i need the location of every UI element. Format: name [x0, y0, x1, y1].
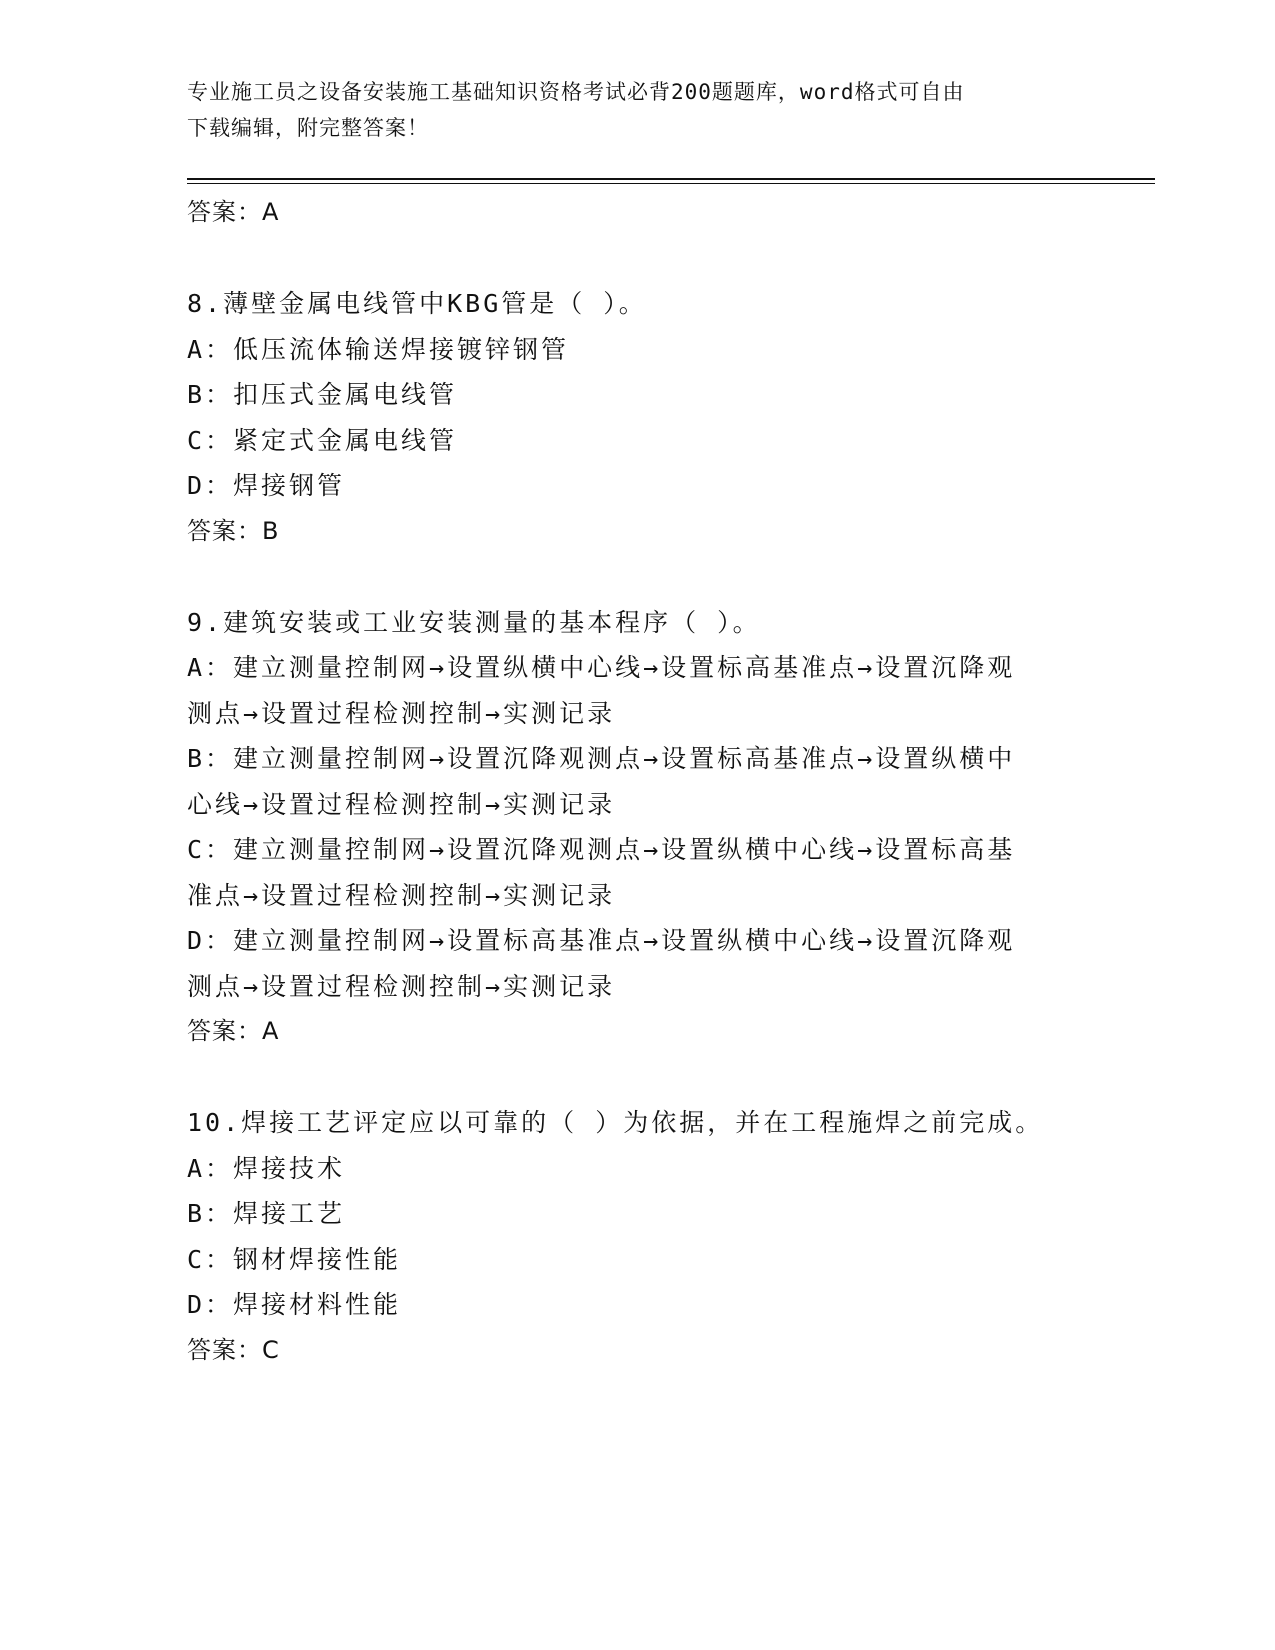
answer-line: 答案：A: [187, 198, 280, 226]
header-divider-thick: [187, 178, 1155, 180]
option-a-line-1: A：建立测量控制网→设置纵横中心线→设置标高基准点→设置沉降观: [187, 653, 1016, 682]
option-c: [187, 827, 1087, 918]
question-9: [187, 600, 1087, 1055]
option-a-line-2: 测点→设置过程检测控制→实测记录: [187, 698, 616, 728]
option-b: [187, 736, 1087, 827]
option-d: D：焊接材料性能: [187, 1290, 402, 1319]
option-d: [187, 918, 1087, 1009]
option-a: A：焊接技术: [187, 1153, 346, 1183]
document-header: [187, 74, 1067, 146]
question-stem: 10.焊接工艺评定应以可靠的（ ）为依据，并在工程施焊之前完成。: [187, 1108, 1044, 1137]
option-c: C：钢材焊接性能: [187, 1244, 402, 1274]
option-c-line-1: C：建立测量控制网→设置沉降观测点→设置纵横中心线→设置标高基: [187, 835, 1016, 864]
option-b: B：扣压式金属电线管: [187, 380, 458, 409]
answer-line: 答案：C: [187, 1335, 280, 1364]
option-a: A：低压流体输送焊接镀锌钢管: [187, 334, 570, 364]
option-b-line-2: 心线→设置过程检测控制→实测记录: [187, 789, 616, 819]
question-10: [187, 1100, 1087, 1373]
answer-line: 答案：A: [187, 1017, 280, 1045]
header-divider-thin: [187, 183, 1155, 184]
question-8: [187, 281, 1087, 554]
option-b-line-1: B：建立测量控制网→设置沉降观测点→设置标高基准点→设置纵横中: [187, 744, 1016, 773]
question-stem: 9.建筑安装或工业安装测量的基本程序（ ）。: [187, 607, 761, 637]
option-d: D：焊接钢管: [187, 471, 346, 500]
option-d-line-2: 测点→设置过程检测控制→实测记录: [187, 971, 616, 1001]
option-a: [187, 645, 1087, 736]
answer-line: 答案：B: [187, 516, 280, 545]
question-content: [187, 190, 1087, 1373]
option-d-line-1: D：建立测量控制网→设置标高基准点→设置纵横中心线→设置沉降观: [187, 926, 1016, 955]
option-c-line-2: 准点→设置过程检测控制→实测记录: [187, 880, 616, 910]
option-c: C：紧定式金属电线管: [187, 425, 458, 455]
option-b: B：焊接工艺: [187, 1199, 346, 1228]
header-line-1: 专业施工员之设备安装施工基础知识资格考试必背200题题库，word格式可自由: [187, 80, 965, 104]
header-line-2: 下载编辑，附完整答案！: [187, 116, 429, 140]
question-stem: 8.薄壁金属电线管中KBG管是（ ）。: [187, 289, 647, 318]
